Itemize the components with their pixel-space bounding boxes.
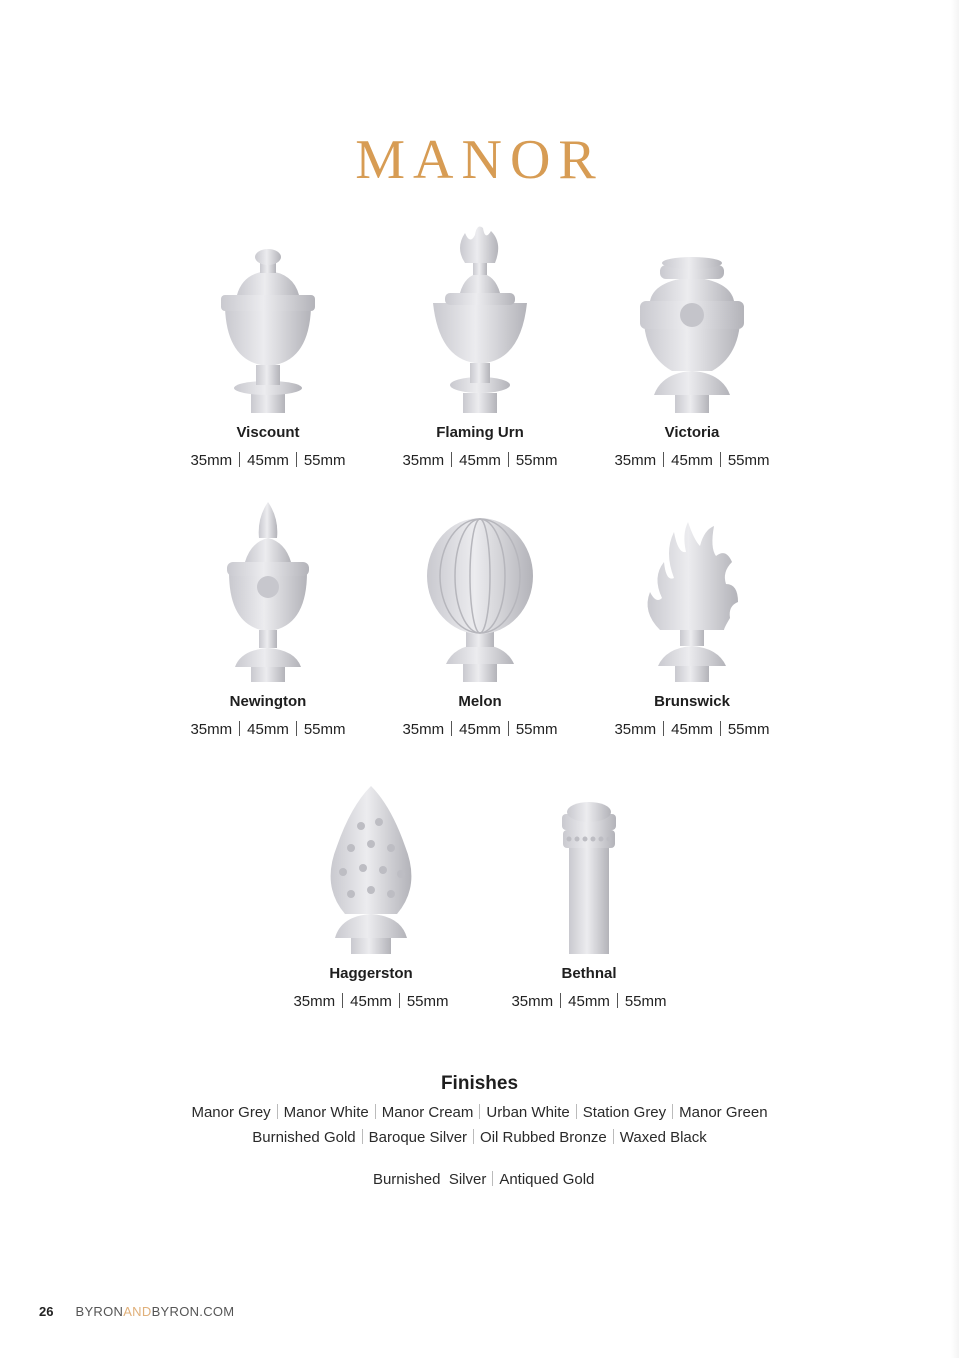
product-sizes: [469, 992, 709, 1012]
product-melon: [360, 512, 600, 740]
size-35mm: 35mm: [190, 452, 233, 469]
size-55mm: 55mm: [624, 993, 667, 1010]
finish-item: Manor Cream: [381, 1104, 474, 1121]
size-55mm: 55mm: [727, 721, 770, 738]
melon-finial-icon: [360, 512, 600, 682]
size-35mm: 35mm: [190, 721, 233, 738]
product-name: Melon: [458, 693, 502, 710]
product-viscount: [148, 243, 388, 471]
size-35mm: 35mm: [614, 452, 657, 469]
size-55mm: 55mm: [515, 452, 558, 469]
size-35mm: 35mm: [614, 721, 657, 738]
size-45mm: 45mm: [568, 993, 610, 1010]
product-sizes: [360, 720, 600, 740]
size-35mm: 35mm: [402, 721, 445, 738]
product-sizes: [572, 451, 812, 471]
product-sizes: [148, 720, 388, 740]
finishes-row-2: [0, 1129, 959, 1146]
product-name: Bethnal: [561, 965, 617, 982]
size-35mm: 35mm: [402, 452, 445, 469]
url-part-byron-com: BYRON.COM: [151, 1304, 235, 1319]
finish-item: Burnished Gold: [252, 1129, 356, 1146]
page-number: 26: [39, 1304, 54, 1319]
size-45mm: 45mm: [247, 452, 289, 469]
finish-item: Burnished Silver: [372, 1171, 487, 1188]
product-name: Viscount: [236, 424, 300, 441]
product-name: Flaming Urn: [436, 424, 524, 441]
finish-item: Urban White: [486, 1104, 570, 1121]
bethnal-finial-icon: [469, 784, 709, 954]
finishes-row-3: [0, 1154, 959, 1188]
product-victoria: [572, 243, 812, 471]
product-newington: [148, 512, 388, 740]
website-url: [75, 1304, 234, 1319]
size-55mm: 55mm: [515, 721, 558, 738]
size-55mm: 55mm: [303, 452, 346, 469]
size-45mm: 45mm: [671, 452, 713, 469]
url-part-byron: BYRON: [75, 1304, 124, 1319]
size-45mm: 45mm: [350, 993, 392, 1010]
page-title: MANOR: [355, 129, 604, 191]
size-45mm: 45mm: [459, 721, 501, 738]
product-name: Newington: [229, 693, 307, 710]
product-sizes: [148, 451, 388, 471]
haggerston-finial-icon: [251, 784, 491, 954]
size-45mm: 45mm: [459, 452, 501, 469]
size-45mm: 45mm: [671, 721, 713, 738]
size-35mm: 35mm: [293, 993, 336, 1010]
product-flaming-urn: [360, 243, 600, 471]
size-35mm: 35mm: [511, 993, 554, 1010]
page-footer: [39, 1304, 234, 1319]
product-sizes: [251, 992, 491, 1012]
flaming-urn-finial-icon: [360, 243, 600, 413]
size-55mm: 55mm: [303, 721, 346, 738]
newington-finial-icon: [148, 512, 388, 682]
finish-item: Antiqued Gold: [499, 1171, 595, 1188]
finishes-row-1: [0, 1104, 959, 1121]
product-sizes: [572, 720, 812, 740]
finish-item: Station Grey: [582, 1104, 667, 1121]
viscount-finial-icon: [148, 243, 388, 413]
finish-item: Manor White: [283, 1104, 369, 1121]
size-45mm: 45mm: [247, 721, 289, 738]
product-bethnal: [469, 784, 709, 1012]
size-55mm: 55mm: [406, 993, 449, 1010]
finish-item: Oil Rubbed Bronze: [480, 1129, 607, 1146]
product-sizes: [360, 451, 600, 471]
finish-item: Waxed Black: [619, 1129, 707, 1146]
brunswick-finial-icon: [572, 512, 812, 682]
product-brunswick: [572, 512, 812, 740]
victoria-finial-icon: [572, 243, 812, 413]
product-name: Brunswick: [654, 693, 730, 710]
product-name: Victoria: [664, 424, 720, 441]
finish-item: Baroque Silver: [368, 1129, 468, 1146]
product-name: Haggerston: [329, 965, 413, 982]
product-haggerston: [251, 784, 491, 1012]
url-part-and: AND: [123, 1304, 152, 1319]
finish-item: Manor Grey: [191, 1104, 271, 1121]
finishes-heading: Finishes: [440, 1073, 519, 1094]
finish-item: Manor Green: [679, 1104, 768, 1121]
size-55mm: 55mm: [727, 452, 770, 469]
